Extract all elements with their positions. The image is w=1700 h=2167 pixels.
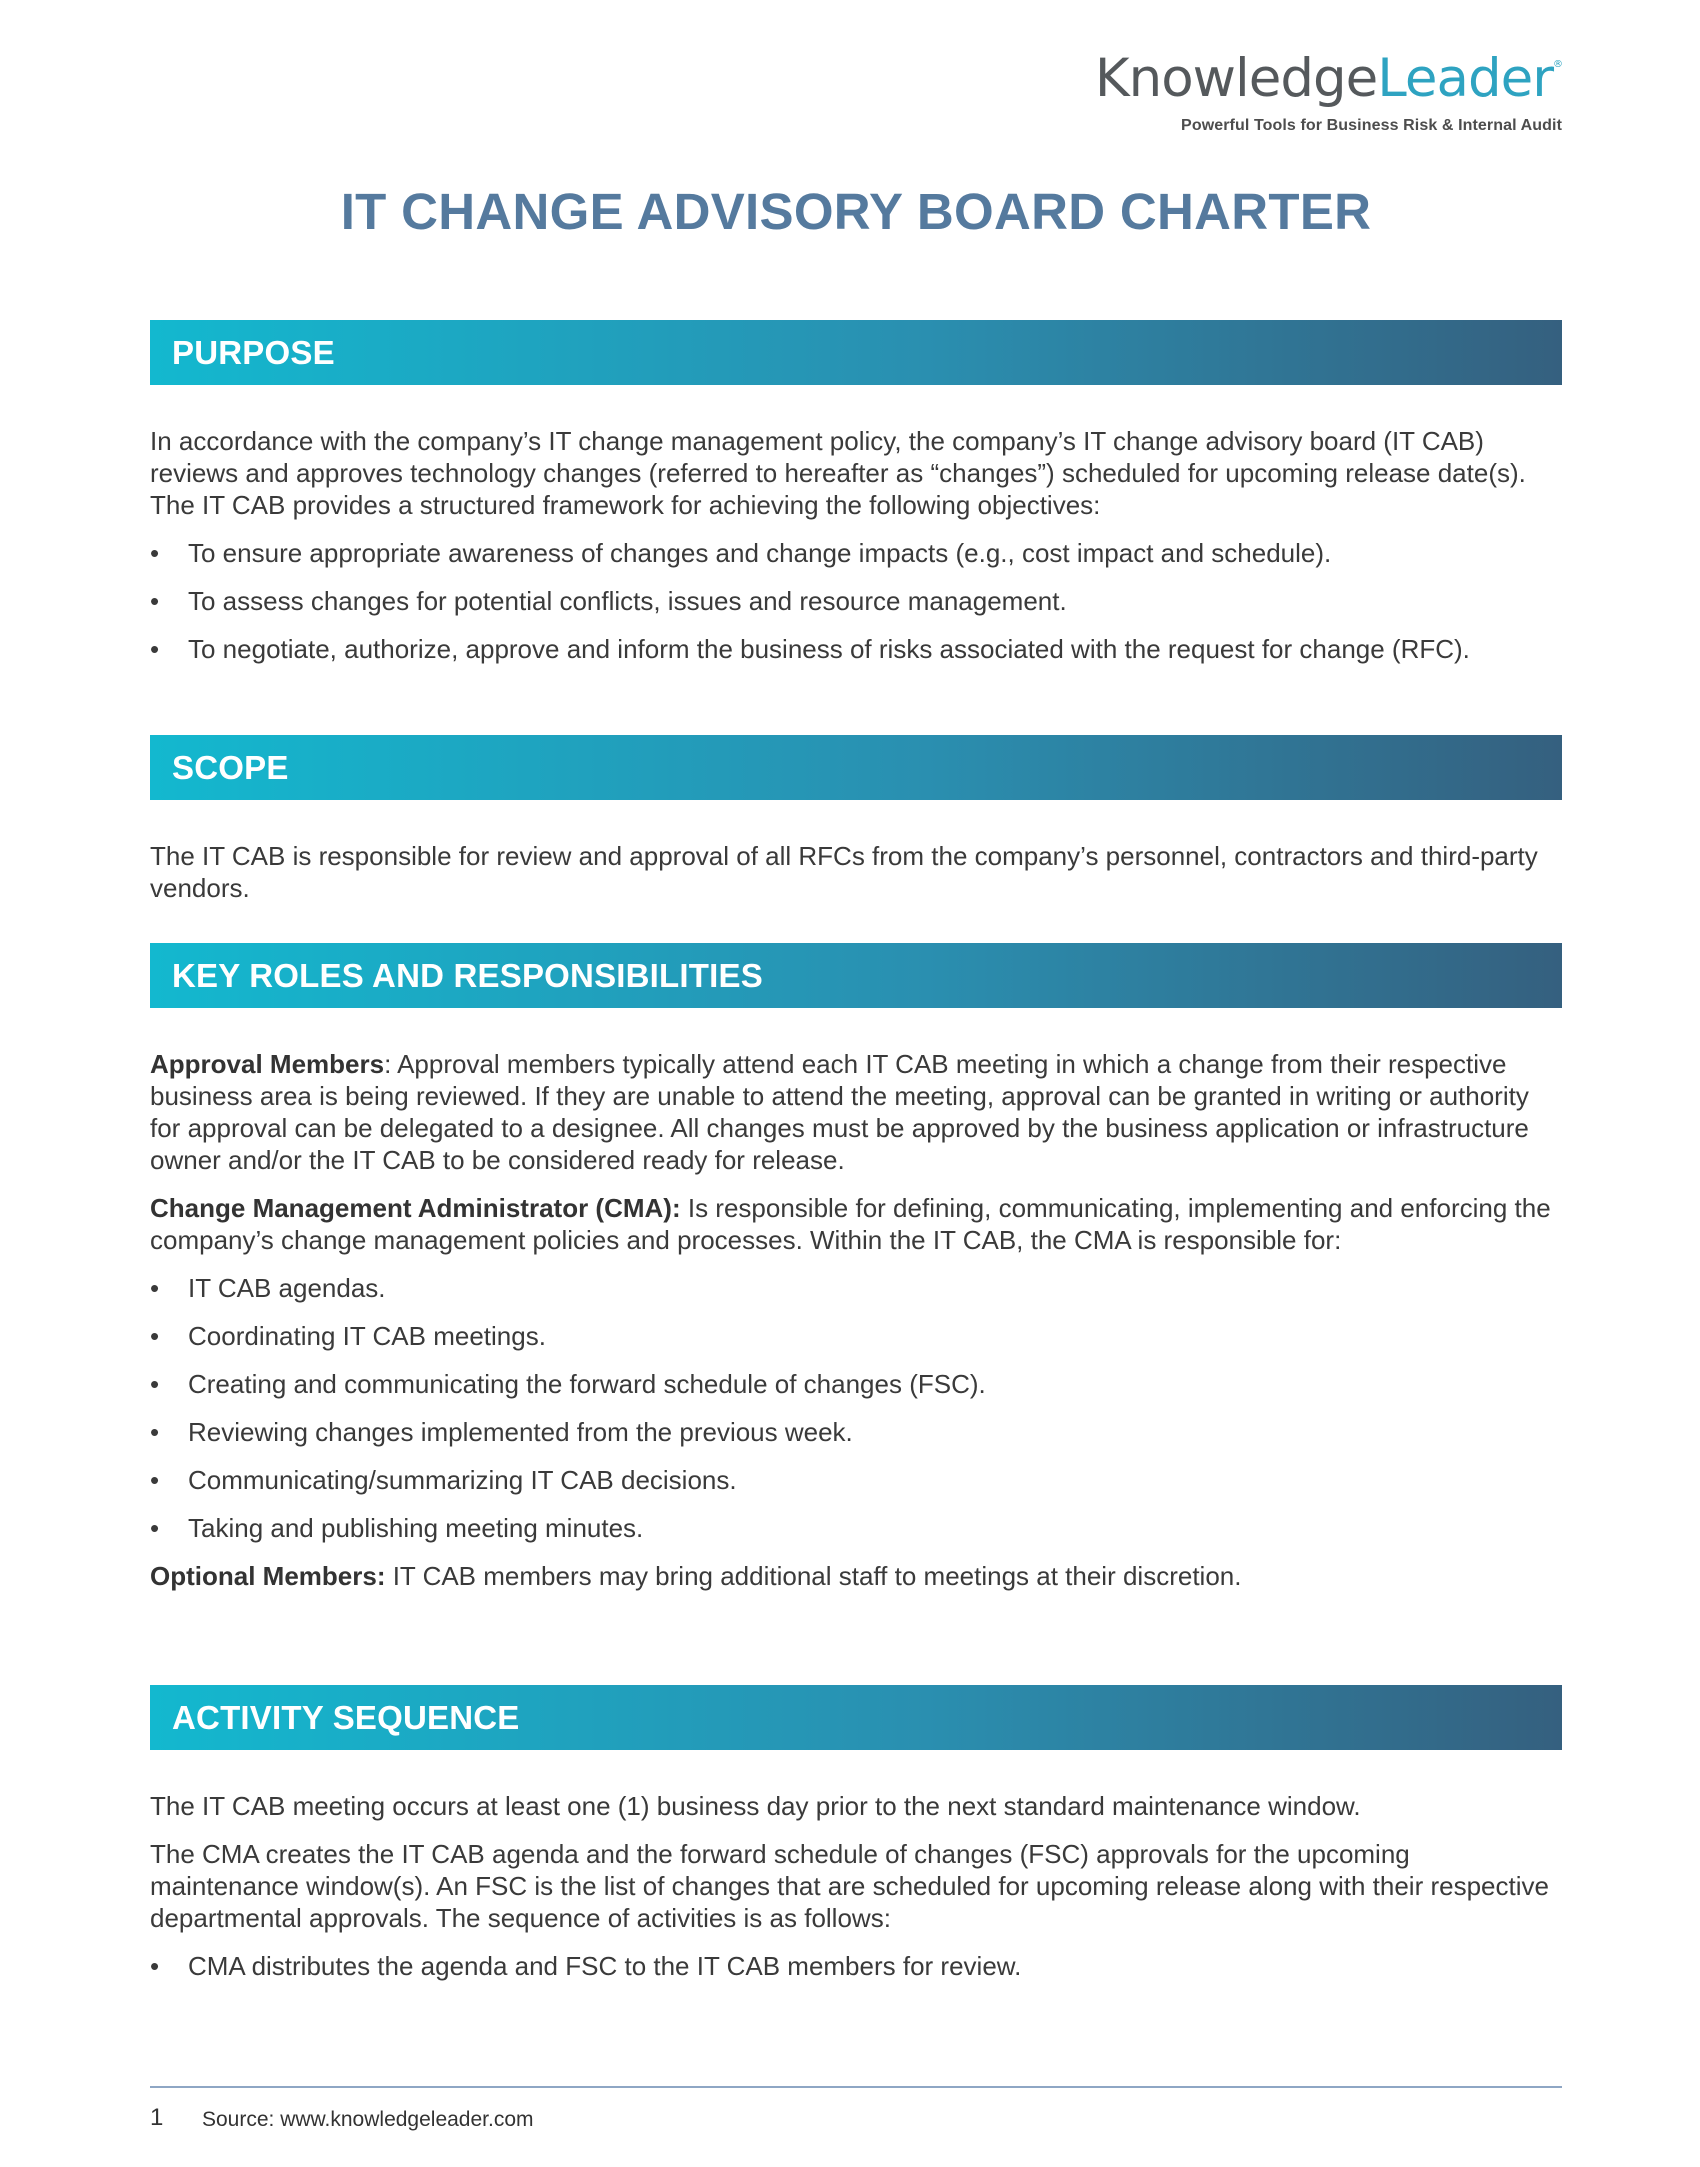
activity-bullet-list: [150, 1950, 1562, 1982]
bullet-icon: •: [150, 1465, 160, 1495]
purpose-bullet-list: [150, 537, 1562, 665]
activity-paragraph-1: The IT CAB meeting occurs at least one (1) business day prior to the next standard maintenance window.: [150, 1791, 1361, 1821]
list-item: [150, 1368, 1562, 1400]
section-heading-scope: SCOPE: [150, 735, 1562, 800]
bullet-icon: •: [150, 1273, 160, 1303]
list-item: [150, 1464, 1562, 1496]
bullet-icon: •: [150, 1951, 160, 1981]
list-item: [150, 1272, 1562, 1304]
cma-bullet-list: [150, 1272, 1562, 1544]
footer-divider: [150, 2086, 1562, 2088]
page-number: 1: [150, 2104, 164, 2131]
logo-tagline: Powerful Tools for Business Risk & Internal Audit: [1181, 117, 1562, 134]
scope-text: The IT CAB is responsible for review and approval of all RFCs from the company’s personnel, contractors and third-party vendors.: [150, 841, 1538, 903]
list-item: [150, 1416, 1562, 1448]
cma-paragraph: [150, 1192, 1562, 1256]
activity-paragraph-2: The CMA creates the IT CAB agenda and the forward schedule of changes (FSC) approvals for the upcoming maintenance window(s). An FSC is the list of changes that are scheduled for upcoming release along with their respective departmental approvals. The sequence of activities is as follows:: [150, 1839, 1549, 1933]
bullet-text: Reviewing changes implemented from the previous week.: [188, 1417, 853, 1447]
cma-text: Is responsible for defining, communicating, implementing and enforcing the company’s change management policies and processes. Within the IT CAB, the CMA is responsible for:: [150, 1193, 1551, 1255]
footer-source: Source: www.knowledgeleader.com: [202, 2108, 534, 2131]
section-heading-activity: ACTIVITY SEQUENCE: [150, 1685, 1562, 1750]
list-item: [150, 1320, 1562, 1352]
bullet-text: To negotiate, authorize, approve and inform the business of risks associated with the request for change (RFC).: [188, 634, 1470, 664]
section-activity: [150, 1685, 1562, 1998]
bullet-icon: •: [150, 1321, 160, 1351]
approval-members-paragraph: [150, 1048, 1562, 1176]
logo-part-leader: Leader: [1377, 48, 1553, 109]
approval-members-label: Approval Members: [150, 1049, 385, 1079]
bullet-text: To ensure appropriate awareness of changes and change impacts (e.g., cost impact and schedule).: [188, 538, 1332, 568]
bullet-text: CMA distributes the agenda and FSC to the IT CAB members for review.: [188, 1951, 1022, 1981]
list-item: [150, 1950, 1562, 1982]
bullet-icon: •: [150, 1369, 160, 1399]
bullet-text: To assess changes for potential conflicts, issues and resource management.: [188, 586, 1067, 616]
approval-members-text: : Approval members typically attend each IT CAB meeting in which a change from their respective business area is being reviewed. If they are unable to attend the meeting, approval can be granted in writing or authority for approval can be delegated to a designee. All changes must be approved by the business application or infrastructure owner and/or the IT CAB to be considered ready for release.: [150, 1049, 1529, 1175]
optional-members-paragraph: [150, 1560, 1562, 1592]
bullet-icon: •: [150, 1513, 160, 1543]
section-heading-purpose: PURPOSE: [150, 320, 1562, 385]
logo-part-knowledge: Knowledge: [1094, 48, 1378, 109]
bullet-text: Communicating/summarizing IT CAB decisions.: [188, 1465, 737, 1495]
optional-members-text: IT CAB members may bring additional staff to meetings at their discretion.: [385, 1561, 1242, 1591]
bullet-icon: •: [150, 634, 160, 664]
bullet-text: IT CAB agendas.: [188, 1273, 386, 1303]
optional-members-label: Optional Members:: [150, 1561, 386, 1591]
bullet-text: Creating and communicating the forward schedule of changes (FSC).: [188, 1369, 986, 1399]
list-item: [150, 585, 1562, 617]
section-scope: [150, 735, 1562, 920]
bullet-text: Taking and publishing meeting minutes.: [188, 1513, 644, 1543]
section-roles: [150, 943, 1562, 1608]
list-item: [150, 1512, 1562, 1544]
purpose-intro: In accordance with the company’s IT change management policy, the company’s IT change advisory board (IT CAB) reviews and approves technology changes (referred to hereafter as “changes”) scheduled for upcoming release date(s). The IT CAB provides a structured framework for achieving the following objectives:: [150, 426, 1526, 520]
page-footer: [150, 2104, 534, 2132]
bullet-icon: •: [150, 1417, 160, 1447]
section-heading-roles: KEY ROLES AND RESPONSIBILITIES: [150, 943, 1562, 1008]
list-item: [150, 633, 1562, 665]
list-item: [150, 537, 1562, 569]
bullet-text: Coordinating IT CAB meetings.: [188, 1321, 546, 1351]
document-title: IT CHANGE ADVISORY BOARD CHARTER: [340, 183, 1372, 240]
knowledgeleader-logo: [1094, 48, 1562, 135]
registered-mark: ®: [1553, 59, 1562, 70]
bullet-icon: •: [150, 586, 160, 616]
section-purpose: [150, 320, 1562, 681]
bullet-icon: •: [150, 538, 160, 568]
cma-label: Change Management Administrator (CMA):: [150, 1193, 681, 1223]
logo-wordmark: [1094, 48, 1562, 109]
